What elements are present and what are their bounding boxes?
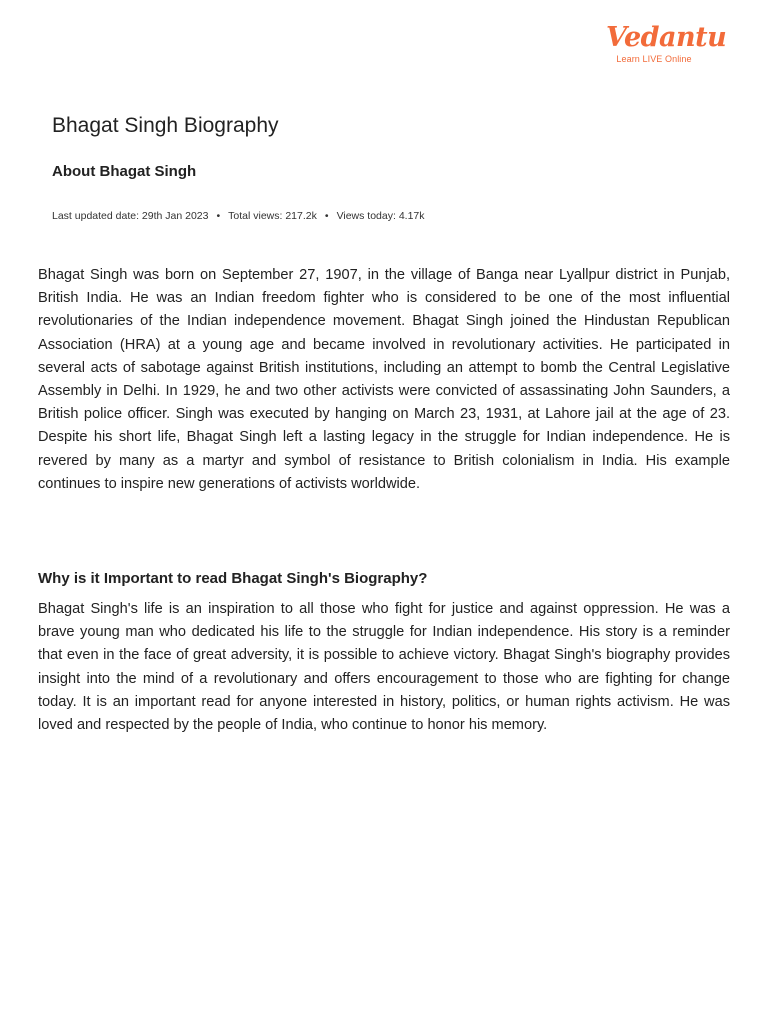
vedantu-logo[interactable] <box>606 22 727 64</box>
section-heading: Why is it Important to read Bhagat Singh's Biography? <box>38 570 428 587</box>
meta-separator: • <box>216 210 221 222</box>
total-views: Total views: 217.2k <box>228 210 317 222</box>
page-subtitle: About Bhagat Singh <box>52 163 197 180</box>
meta-separator: • <box>324 210 329 222</box>
section-paragraph: Bhagat Singh's life is an inspiration to all those who fight for justice and against oppression. He was a brave young man who dedicated his life to the struggle for Indian independence. His story is a reminder that even in the face of great adversity, it is possible to achieve victory. Bhagat Singh's biography provides insight into the mind of a revolutionary and offers encouragement to those who are fighting for change today. It is an important read for anyone interested in history, politics, or human rights activism. He was loved and respected by the people of India, who continue to honor his memory. <box>38 601 730 734</box>
article-meta <box>52 210 425 222</box>
intro-paragraph: Bhagat Singh was born on September 27, 1907, in the village of Banga near Lyallpur district in Punjab, British India. He was an Indian freedom fighter who is considered to be one of the most influential revolutionaries of the Indian independence movement. Bhagat Singh joined the Hindustan Republican Association (HRA) at a young age and became involved in revolutionary activities. He participated in several acts of sabotage against British institutions, including an attempt to bomb the Central Legislative Assembly in Delhi. In 1929, he and two other activists were convicted of assassinating John Saunders, a British police officer. Singh was executed by hanging on March 23, 1931, at Lahore jail at the age of 23. Despite his short life, Bhagat Singh left a lasting legacy in the struggle for Indian independence. He is revered by many as a martyr and symbol of resistance to British colonialism in India. His example continues to inspire new generations of activists worldwide. <box>38 267 730 492</box>
logo-wordmark: Vedantu <box>606 22 727 53</box>
page-title: Bhagat Singh Biography <box>52 114 279 137</box>
logo-tagline: Learn LIVE Online <box>616 54 692 64</box>
views-today: Views today: 4.17k <box>336 210 425 222</box>
last-updated-date: Last updated date: 29th Jan 2023 <box>52 210 209 222</box>
